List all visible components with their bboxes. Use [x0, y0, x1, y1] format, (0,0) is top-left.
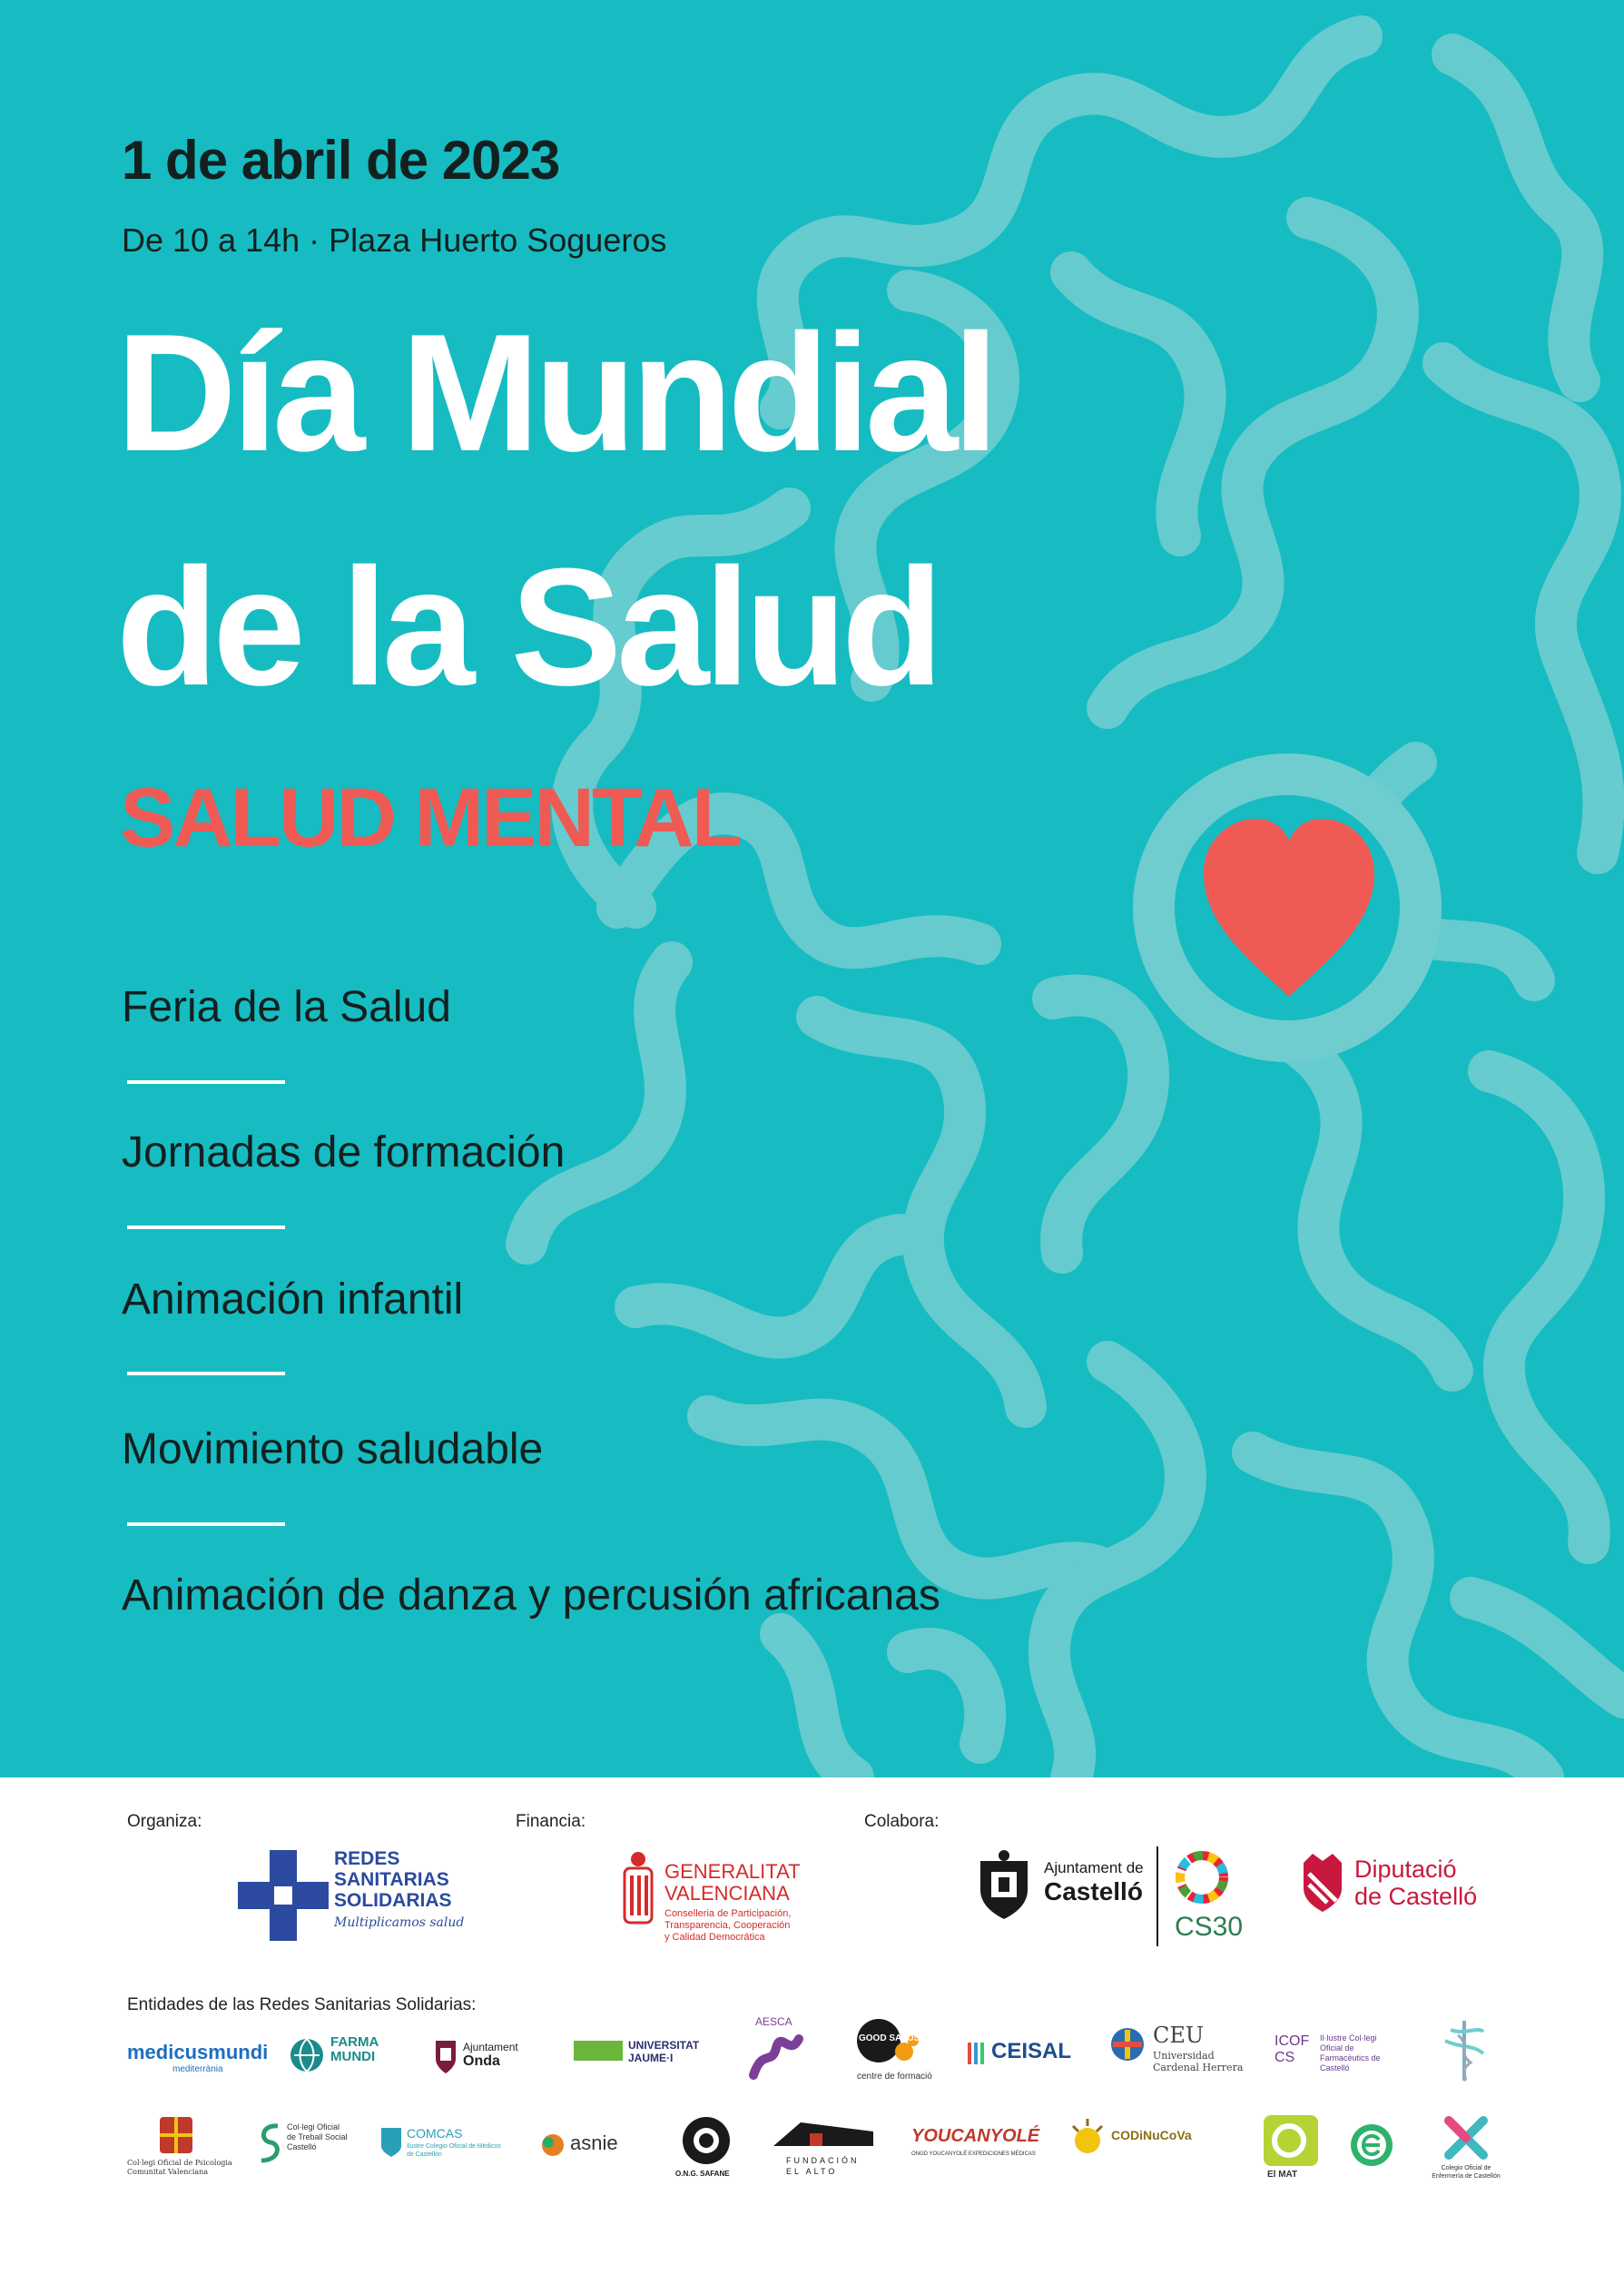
generalitat-logo	[621, 1850, 802, 1950]
ceisal-logo	[968, 2037, 1077, 2073]
castello-shield-icon	[975, 1850, 1033, 1919]
youcanyole-sub: ONGD YOUCANYOLÉ EXPEDICIONES MÉDICAS	[911, 2151, 1036, 2157]
redes-sanitarias-logo	[238, 1843, 465, 1961]
cs30-label: CS30	[1175, 1912, 1244, 1942]
caduceus-icon	[1432, 2017, 1496, 2084]
enfermeria-logo	[1425, 2115, 1507, 2188]
aesca-logo	[744, 2015, 817, 2088]
sdg-wheel-icon	[1173, 1848, 1231, 1906]
youcanyole-logo	[911, 2126, 1038, 2171]
el-mat-leaf-icon	[1262, 2113, 1320, 2168]
codinucova-label: CODiNuCoVa	[1111, 2128, 1192, 2142]
uji-line1: UNIVERSITAT	[628, 2039, 700, 2052]
asnie-label: asnie	[570, 2131, 618, 2154]
ceu-sub1: Universidad	[1153, 2050, 1215, 2062]
onda-line2: Onda	[463, 2053, 500, 2069]
event-date: 1 de abril de 2023	[122, 130, 560, 191]
organiza-label: Organiza:	[127, 1812, 202, 1831]
generalitat-line1: GENERALITAT	[664, 1860, 801, 1883]
activity-item: Jornadas de formación	[122, 1128, 566, 1176]
separator-line	[127, 1080, 285, 1084]
youcanyole-label: YOUCANYOLÉ	[911, 2126, 1040, 2146]
divider-line	[1156, 1846, 1158, 1946]
treball-social-logo	[256, 2121, 356, 2175]
el-alto-roof-icon	[773, 2119, 873, 2151]
activity-item: Feria de la Salud	[122, 983, 451, 1031]
title-line-2: de la Salud	[116, 533, 939, 720]
comcas-sub: Ilustre Colegio Oficial de Médicos de Castellón	[407, 2143, 501, 2158]
generalitat-sub1: Conselleria de Participación,	[664, 1908, 792, 1919]
diputacio-line2: de Castelló	[1354, 1883, 1478, 1910]
separator-line	[127, 1372, 285, 1375]
asnie-logo	[539, 2130, 639, 2166]
medicus-label: medicusmundi	[127, 2041, 269, 2063]
safane-logo	[675, 2113, 739, 2186]
colabora-label: Colabora:	[864, 1812, 940, 1831]
uji-logo	[574, 2035, 710, 2072]
enfermeria-label: Colegio Oficial de Enfermería de Castellón	[1432, 2165, 1501, 2180]
activity-item: Animación infantil	[122, 1275, 464, 1324]
ceu-logo	[1109, 2023, 1245, 2086]
e-circle-logo	[1349, 2122, 1394, 2168]
good-salus-logo	[853, 2017, 932, 2090]
redes-line1: REDES	[334, 1848, 400, 1869]
codinucova-logo	[1068, 2117, 1222, 2171]
comcas-logo	[379, 2126, 516, 2171]
treball-line1: Col·legi Oficial	[287, 2122, 340, 2131]
enfermeria-x-icon	[1443, 2115, 1489, 2161]
psico-line2: Comunitat Valenciana	[127, 2168, 209, 2176]
safane-hands-icon	[679, 2113, 733, 2168]
farma-line1: FARMA	[330, 2034, 379, 2050]
globe-icon	[289, 2037, 325, 2073]
icof-label: ICOF CS	[1275, 2033, 1310, 2065]
el-mat-logo	[1262, 2113, 1325, 2186]
ceu-label: CEU	[1153, 2023, 1205, 2048]
psico-line1: Col·legi Oficial de Psicologia	[127, 2159, 232, 2167]
title-line-1: Día Mundial	[116, 299, 994, 486]
cross-icon	[238, 1850, 329, 1941]
aesca-figure-icon	[744, 2030, 808, 2084]
redes-line3: SOLIDARIAS	[334, 1890, 452, 1911]
castello-line1: Ajuntament de	[1044, 1859, 1144, 1876]
ceisal-label: CEISAL	[991, 2039, 1072, 2063]
activity-item: Animación de danza y percusión africanas	[122, 1571, 940, 1619]
comcas-label: COMCAS	[407, 2126, 463, 2141]
event-time-place: De 10 a 14h · Plaza Huerto Sogueros	[122, 222, 667, 259]
sponsors-footer	[0, 1777, 1624, 2284]
medicus-sub: mediterrània	[172, 2064, 223, 2074]
treball-line3: Castelló	[287, 2142, 317, 2151]
diputacio-logo	[1300, 1850, 1509, 1923]
ajuntament-onda-logo	[434, 2033, 534, 2079]
generalitat-emblem-icon	[621, 1850, 655, 1941]
ceu-sub2: Cardenal Herrera	[1153, 2062, 1244, 2073]
alto-line1: FUNDACIÓN	[786, 2156, 860, 2165]
comcas-shield-icon	[379, 2126, 403, 2157]
castello-line2: Castelló	[1044, 1877, 1143, 1905]
uji-line2: JAUME·I	[628, 2052, 674, 2064]
farma-line2: MUNDI	[330, 2049, 376, 2064]
good-salus-label: GOOD SALUS	[859, 2033, 920, 2043]
alto-line2: EL ALTO	[786, 2167, 838, 2176]
onda-line1: Ajuntament	[463, 2041, 518, 2053]
farma-mundi-logo	[289, 2032, 398, 2086]
treball-s-icon	[256, 2121, 283, 2166]
good-salus-sub: centre de formació	[857, 2072, 932, 2082]
redes-line2: SANITARIAS	[334, 1869, 449, 1890]
ajuntament-castello-logo	[975, 1846, 1247, 1955]
ceu-emblem-icon	[1109, 2026, 1146, 2062]
activity-item: Movimiento saludable	[122, 1425, 544, 1473]
medicus-mundi-logo	[127, 2033, 269, 2088]
colegio-psicologia-logo	[127, 2115, 232, 2188]
generalitat-sub3: y Calidad Democrática	[664, 1932, 765, 1943]
medical-caduceus-logo	[1432, 2017, 1496, 2084]
aesca-label: AESCA	[755, 2015, 792, 2028]
ceisal-bars-icon	[968, 2039, 989, 2066]
el-mat-label: El MAT	[1267, 2170, 1298, 2180]
codinucova-sun-icon	[1068, 2117, 1107, 2161]
asnie-brain-icon	[539, 2131, 566, 2159]
good-salus-icon	[853, 2017, 926, 2072]
e-circle-icon	[1349, 2122, 1394, 2168]
diputacio-shield-icon	[1300, 1854, 1345, 1912]
financia-label: Financia:	[516, 1812, 586, 1831]
psicologia-emblem-icon	[158, 2115, 194, 2155]
diputacio-line1: Diputació	[1354, 1856, 1457, 1883]
subtitle: SALUD MENTAL	[120, 772, 740, 864]
redes-tagline: Multiplicamos salud	[334, 1915, 465, 1930]
icof-sub: Il·lustre Col·legi Oficial de Farmacèutics de Castelló	[1320, 2033, 1381, 2072]
safane-label: O.N.G. SAFANE	[675, 2170, 730, 2178]
uji-mark-icon	[574, 2041, 623, 2061]
separator-line	[127, 1522, 285, 1526]
icof-logo	[1275, 2032, 1393, 2077]
generalitat-line2: VALENCIANA	[664, 1882, 790, 1905]
entidades-label: Entidades de las Redes Sanitarias Solidarias:	[127, 1995, 477, 2014]
fundacion-el-alto-logo	[773, 2119, 873, 2182]
generalitat-sub2: Transparencia, Cooperación	[664, 1920, 791, 1931]
treball-line2: de Treball Social	[287, 2132, 348, 2141]
onda-shield-icon	[434, 2037, 458, 2073]
separator-line	[127, 1226, 285, 1229]
